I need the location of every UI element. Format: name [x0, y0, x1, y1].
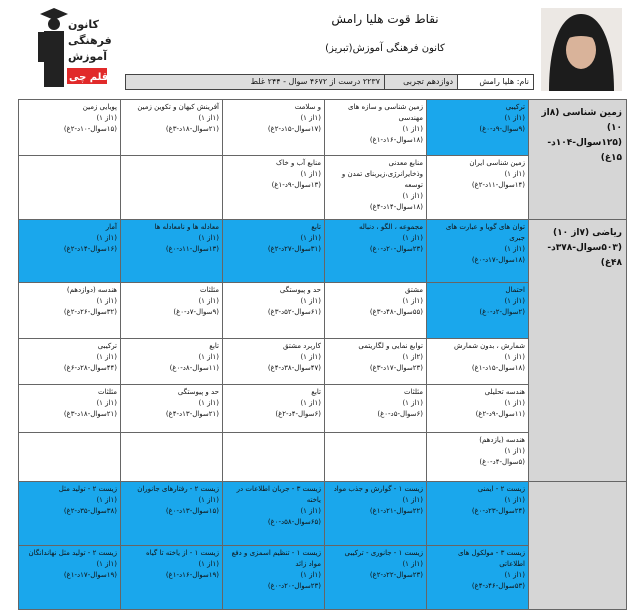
topic-cell	[223, 156, 325, 220]
topic-rank: (۱از ۱)	[96, 353, 117, 361]
topic-title: تابع	[311, 223, 321, 231]
topic-rank: (۱از ۱)	[96, 297, 117, 305]
logo-line-1: کانون	[68, 18, 99, 31]
topic-score: (۶۱سوال-۵۲د-۳غ)	[267, 308, 321, 316]
topic-rank: (۱از ۱)	[402, 192, 423, 200]
topic-title: توابع نمایی و لگاریتمی	[358, 342, 423, 350]
topic-title: منابع آب و خاک	[276, 159, 321, 167]
topic-score: (۲۱سوال-۱۸د-۳غ)	[165, 125, 219, 133]
topic-rank: (۱از ۱)	[402, 125, 423, 133]
topic-title: زیست ۳ - جریان اطلاعات در یاخته	[236, 485, 321, 504]
topic-cell	[19, 100, 121, 156]
topic-rank: (۱از ۱)	[300, 571, 321, 579]
topic-title: ترکیبی	[505, 103, 525, 111]
topic-score: (۱۳سوال-۹د-۱غ)	[271, 181, 321, 189]
topic-cell	[121, 220, 223, 283]
topic-rank: (۱از ۱)	[198, 399, 219, 407]
topic-rank: (۱از ۱)	[300, 507, 321, 515]
page-title: نقاط قوت هلیا رامش	[331, 12, 439, 26]
topic-cell	[121, 433, 223, 482]
topic-title: احتمال	[505, 286, 525, 294]
topic-cell	[223, 339, 325, 385]
subject-label: (۱۲۵سوال-۱۰۴د-	[547, 138, 622, 148]
student-stats: ۲۲۳۷ درست از ۴۶۷۲ سوال - ۲۴۴ غلط	[126, 75, 384, 89]
topic-cell	[223, 220, 325, 283]
topic-cell	[121, 100, 223, 156]
topic-rank: (۲از ۱)	[402, 353, 423, 361]
topic-rank: (۱از ۱)	[504, 571, 525, 579]
topic-rank: (۱از ۱)	[198, 297, 219, 305]
topic-title: زیست ۱ - گوارش و جذب مواد	[333, 485, 423, 493]
student-grade: دوازدهم تجربی	[384, 75, 457, 89]
topic-cell	[325, 220, 427, 283]
topic-score: (۲۳سوال-۲۰د-۰غ)	[267, 582, 321, 590]
topic-score: (۲۳سوال-۲۰د-۰غ)	[369, 245, 423, 253]
topic-cell	[19, 385, 121, 433]
topic-score: (۲سوال-۲د-۰غ)	[479, 308, 525, 316]
topic-score: (۹سوال-۷د-۰غ)	[173, 308, 219, 316]
topic-cell	[121, 546, 223, 610]
topic-cell	[19, 433, 121, 482]
topic-title: زیست ۱ - جانوری - ترکیبی	[344, 549, 423, 557]
topic-rank: (۱از ۱)	[198, 234, 219, 242]
topic-title: معادله ها و نامعادله ها	[154, 223, 219, 231]
topic-score: (۴۴سوال-۲۸د-۶غ)	[63, 364, 117, 372]
topic-rank: (۱از ۱)	[96, 496, 117, 504]
topic-cell	[427, 100, 529, 156]
topic-score: (۵سوال-۴د-۰غ)	[479, 458, 525, 466]
topic-rank: (۱از ۱)	[504, 114, 525, 122]
topic-rank: (۱از ۱)	[504, 353, 525, 361]
topic-rank: (۱از ۱)	[402, 496, 423, 504]
topic-rank: (۱از ۱)	[504, 399, 525, 407]
topic-rank: (۱از ۱)	[300, 114, 321, 122]
topic-score: (۱۴سوال-۱۱د-۲غ)	[471, 181, 525, 189]
topic-cell	[325, 339, 427, 385]
topic-cell	[427, 339, 529, 385]
topic-cell	[325, 283, 427, 339]
topic-rank: (۱از ۱)	[504, 297, 525, 305]
topic-cell	[223, 100, 325, 156]
topic-score: (۱۸سوال-۱۶د-۱غ)	[369, 136, 423, 144]
topic-title: تابع	[209, 342, 219, 350]
topic-score: (۲۲سوال-۲۱د-۱غ)	[369, 507, 423, 515]
topic-cell	[19, 546, 121, 610]
topic-rank: (۱از ۱)	[504, 170, 525, 178]
topic-rank: (۱از ۱)	[402, 297, 423, 305]
topic-title: هندسه (یازدهم)	[479, 436, 525, 444]
table-row	[19, 220, 627, 283]
topic-title: هندسه (دوازدهم)	[66, 286, 117, 294]
topic-rank: (۱از ۱)	[300, 234, 321, 242]
topic-score: (۲۳سوال-۲۲د-۲غ)	[369, 571, 423, 579]
topic-title: و سلامت	[294, 103, 321, 111]
topic-cell	[223, 385, 325, 433]
topic-rank: (۱از ۱)	[96, 234, 117, 242]
topic-cell	[325, 100, 427, 156]
subject-label: ریاضی (۷از ۱۰)	[552, 228, 622, 238]
topic-score: (۱۳سوال-۱۱د-۰غ)	[165, 245, 219, 253]
topic-cell	[19, 339, 121, 385]
topic-title: توان های گویا و عبارت های جبری	[445, 223, 525, 242]
topic-title: زیست ۲ - رفتارهای جانوران	[137, 485, 219, 493]
topic-title: زیست ۲ - تولید مثل نهاندانگان	[28, 549, 117, 557]
topic-rank: (۱از ۱)	[96, 560, 117, 568]
topic-rank: (۱از ۱)	[504, 245, 525, 253]
topic-cell	[325, 546, 427, 610]
topic-cell	[19, 220, 121, 283]
topic-rank: (۱از ۱)	[198, 496, 219, 504]
topic-title: زیست ۱ - از یاخته تا گیاه	[145, 549, 219, 557]
topic-score: (۱۶سوال-۱۴د-۲غ)	[63, 245, 117, 253]
topic-score: (۱۸سوال-۱۵د-۱غ)	[471, 364, 525, 372]
topic-score: (۲۱سوال-۱۳د-۴غ)	[165, 410, 219, 418]
topic-cell	[325, 433, 427, 482]
topic-rank: (۱از ۱)	[300, 399, 321, 407]
topic-cell	[427, 433, 529, 482]
topic-cell	[223, 482, 325, 546]
topic-title: شمارش ، بدون شمارش	[453, 342, 525, 350]
topic-score: (۲۱سوال-۱۸د-۳غ)	[63, 410, 117, 418]
topic-title: مجموعه ، الگو ، دنباله	[358, 223, 423, 231]
subject-label: ۴۸غ)	[600, 258, 622, 268]
topic-title: زیست ۱ - تنظیم اسمزی و دفع مواد زائد	[231, 549, 321, 568]
topic-cell	[325, 385, 427, 433]
topic-rank: (۱از ۱)	[96, 399, 117, 407]
logo-line-2: فرهنگی	[68, 34, 112, 47]
topic-cell	[223, 283, 325, 339]
topic-score: (۱۵سوال-۱۳د-۰غ)	[165, 507, 219, 515]
topic-cell	[121, 385, 223, 433]
logo-line-4: قلم چی	[69, 72, 109, 83]
topic-score: (۶سوال-۵د-۰غ)	[377, 410, 423, 418]
topic-cell	[427, 283, 529, 339]
topic-rank: (۱از ۱)	[300, 170, 321, 178]
subject-cell	[529, 220, 627, 482]
topic-title: مثلثات	[97, 388, 117, 396]
topic-score: (۹سوال-۹د-۰غ)	[479, 125, 525, 133]
strengths-table	[18, 99, 627, 610]
topic-title: مثلثات	[403, 388, 423, 396]
topic-score: (۱۸سوال-۱۴د-۴غ)	[369, 203, 423, 211]
topic-cell	[121, 339, 223, 385]
subject-label: ۱۵غ)	[600, 153, 622, 163]
topic-rank: (۱از ۱)	[402, 234, 423, 242]
topic-title: آمار	[105, 223, 117, 231]
topic-rank: (۱از ۱)	[198, 114, 219, 122]
topic-title: هندسه تحلیلی	[484, 388, 525, 396]
topic-rank: (۱از ۱)	[300, 353, 321, 361]
kanoon-logo	[32, 4, 112, 90]
subject-label: (۵۰۳سوال-۳۷۸د-	[547, 243, 622, 253]
topic-score: (۱۵سوال-۱۰د-۲غ)	[63, 125, 117, 133]
topic-title: آفرینش کیهان و تکوین زمین	[137, 103, 219, 111]
subject-cell	[529, 100, 627, 220]
topic-score: (۲۳سوال-۱۷د-۳غ)	[369, 364, 423, 372]
topic-cell	[223, 546, 325, 610]
topic-score: (۱۱سوال-۹د-۲غ)	[475, 410, 525, 418]
subject-cell	[529, 482, 627, 610]
topic-title: حد و پیوستگی	[177, 388, 219, 396]
topic-rank: (۱از ۱)	[198, 560, 219, 568]
topic-title: پویایی زمین	[82, 103, 117, 111]
topic-cell	[19, 156, 121, 220]
logo-line-3: آموزش	[68, 50, 107, 63]
topic-cell	[427, 482, 529, 546]
topic-rank: (۱از ۱)	[504, 496, 525, 504]
topic-score: (۱۸سوال-۱۷د-۰غ)	[471, 256, 525, 264]
page-subtitle: کانون فرهنگی آموزش(تبریز)	[325, 43, 445, 54]
topic-score: (۵۵سوال-۴۸د-۳غ)	[369, 308, 423, 316]
topic-cell	[19, 283, 121, 339]
topic-rank: (۱از ۱)	[198, 353, 219, 361]
topic-cell	[325, 482, 427, 546]
topic-title: مشتق	[405, 286, 423, 294]
student-photo	[541, 8, 622, 91]
topic-rank: (۱از ۱)	[402, 399, 423, 407]
topic-score: (۱۹سوال-۱۷د-۱غ)	[63, 571, 117, 579]
topic-title: زیست ۳ - مولکول های اطلاعاتی	[457, 549, 525, 568]
table-row	[19, 482, 627, 546]
topic-score: (۳۲سوال-۲۶د-۲غ)	[63, 308, 117, 316]
topic-cell	[427, 546, 529, 610]
topic-cell	[121, 156, 223, 220]
topic-cell	[121, 283, 223, 339]
topic-cell	[325, 156, 427, 220]
topic-score: (۱۱سوال-۸د-۰غ)	[169, 364, 219, 372]
topic-cell	[19, 482, 121, 546]
topic-cell	[427, 156, 529, 220]
topic-cell	[427, 220, 529, 283]
topic-score: (۲۴سوال-۲۳د-۰غ)	[471, 507, 525, 515]
topic-cell	[223, 433, 325, 482]
topic-score: (۳۸سوال-۳۵د-۲غ)	[63, 507, 117, 515]
topic-score: (۴۷سوال-۳۸د-۴غ)	[267, 364, 321, 372]
topic-title: منابع معدنی وذخایرانرژی،زیربنای تمدن و توسعه	[341, 159, 423, 189]
topic-cell	[427, 385, 529, 433]
topic-title: مثلثات	[199, 286, 219, 294]
topic-title: زیست ۲ - تولید مثل	[58, 485, 117, 493]
topic-title: زمین شناسی و سازه های مهندسی	[347, 103, 423, 122]
topic-title: زیست ۲ - ایمنی	[477, 485, 525, 493]
subject-label: زمین شناسی (۸از ۱۰)	[541, 108, 622, 133]
topic-rank: (۱از ۱)	[300, 297, 321, 305]
table-row	[19, 100, 627, 156]
topic-rank: (۱از ۱)	[504, 447, 525, 455]
topic-rank: (۱از ۱)	[96, 114, 117, 122]
topic-score: (۶سوال-۴د-۲غ)	[275, 410, 321, 418]
topic-title: حد و پیوستگی	[279, 286, 321, 294]
topic-title: زمین شناسی ایران	[469, 159, 525, 167]
student-name: نام: هلیا رامش	[457, 75, 533, 89]
topic-score: (۶۵سوال-۵۸د-۰غ)	[267, 518, 321, 526]
topic-title: کاربرد مشتق	[283, 342, 321, 350]
topic-score: (۱۷سوال-۱۵د-۲غ)	[267, 125, 321, 133]
topic-title: تابع	[311, 388, 321, 396]
topic-score: (۱۹سوال-۱۶د-۱غ)	[165, 571, 219, 579]
student-info-bar	[125, 74, 534, 90]
topic-score: (۵۳سوال-۴۶د-۴غ)	[471, 582, 525, 590]
topic-title: ترکیبی	[97, 342, 117, 350]
topic-rank: (۱از ۱)	[402, 560, 423, 568]
topic-score: (۳۱سوال-۲۷د-۲غ)	[267, 245, 321, 253]
topic-cell	[121, 482, 223, 546]
